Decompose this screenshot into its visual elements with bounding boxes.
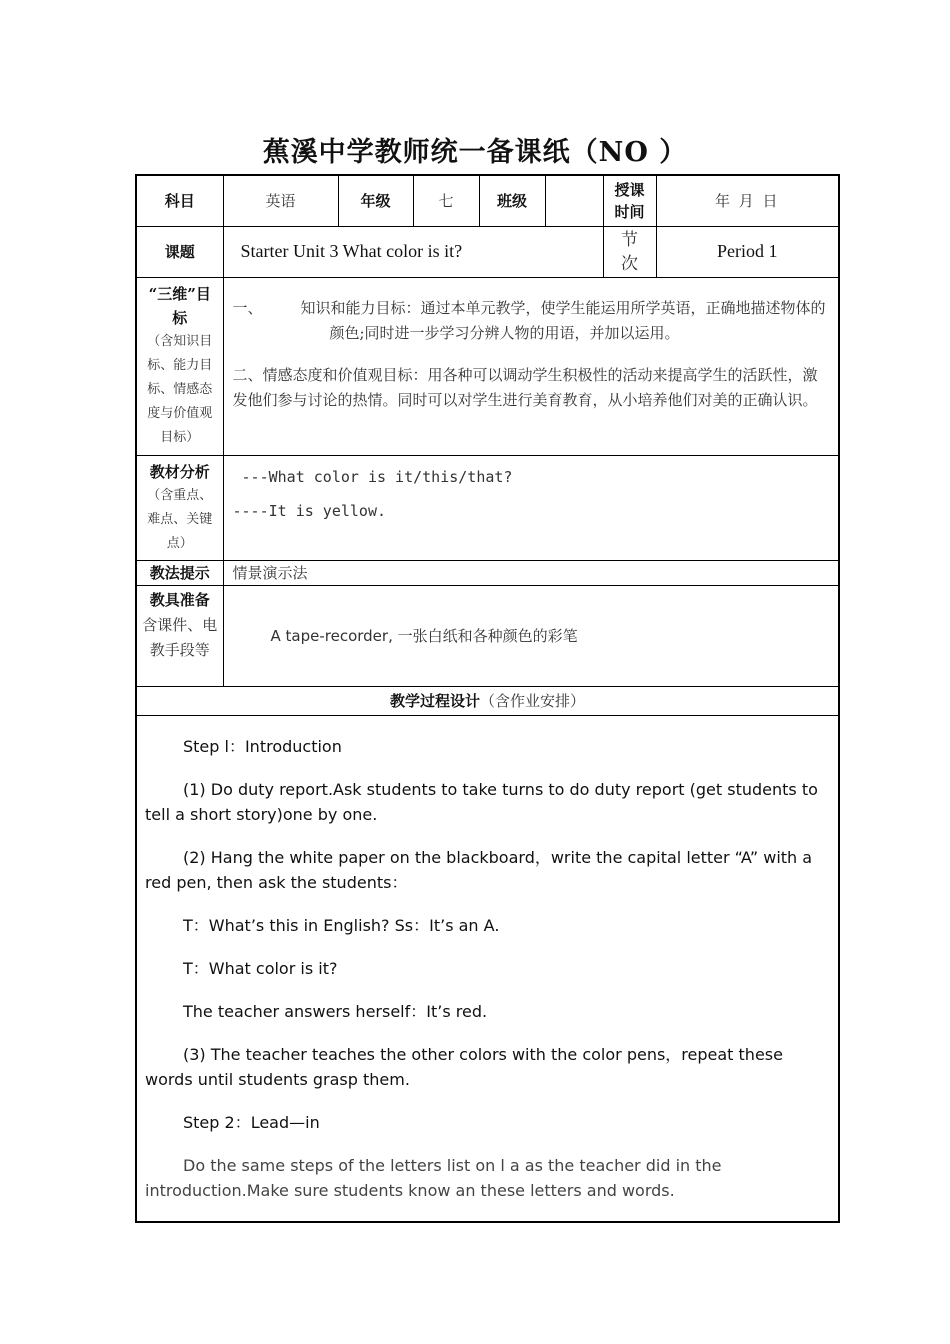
lesson-plan-table [135, 174, 840, 1223]
tools-value: A tape-recorder, 一张白纸和各种颜色的彩笔 [223, 585, 839, 686]
method-label: 教法提示 [136, 560, 223, 585]
header-row [136, 175, 839, 226]
grade-value: 七 [413, 175, 479, 226]
process-header [136, 686, 839, 715]
topic-value: Starter Unit 3 What color is it? [223, 226, 603, 277]
tools-label-main: 教具准备 [149, 590, 210, 609]
process-paragraph: (3) The teacher teaches the other colors with the color pens，repeat these words until students grasp them. [145, 1044, 783, 1089]
topic-label: 课题 [136, 226, 223, 277]
analysis-line-1: ---What color is it/this/that? [232, 467, 513, 486]
class-label: 班级 [479, 175, 545, 226]
process-paragraph: T：What’s this in English? Ss：It’s an A. [183, 915, 500, 935]
analysis-row [136, 455, 839, 560]
process-paragraph: (2) Hang the white paper on the blackboard，write the capital letter “A” with a red pen, then ask the students： [145, 847, 813, 892]
section-value: Period 1 [656, 226, 839, 277]
objectives-content [223, 277, 839, 455]
time-label: 授课时间 [603, 175, 656, 226]
process-paragraph: The teacher answers herself：It’s red. [183, 1001, 488, 1021]
grade-label: 年级 [338, 175, 413, 226]
objective-1-text: 知识和能力目标：通过本单元教学，使学生能运用所学英语，正确地描述物体的颜色;同时进一步学习分辨人物的用语，并加以运用。 [300, 298, 826, 342]
objective-1 [233, 296, 831, 346]
objectives-label [136, 277, 223, 455]
process-row [136, 715, 839, 1222]
objectives-label-main: “三维”目标 [148, 284, 211, 327]
tools-row [136, 585, 839, 686]
tools-label-sub: 含课件、电教手段等 [142, 615, 218, 659]
objectives-row [136, 277, 839, 455]
process-paragraph: (1) Do duty report.Ask students to take turns to do duty report (get students to tell a short story)one by one. [145, 779, 818, 824]
page-title: 蕉溪中学教师统一备课纸（NO ） [262, 137, 688, 168]
analysis-content [223, 455, 839, 560]
objective-2: 二、情感态度和价值观目标：用各种可以调动学生积极性的活动来提高学生的活跃性，激发他们参与讨论的热情。同时可以对学生进行美育教育，从小培养他们对美的正确认识。 [232, 365, 818, 409]
method-value: 情景演示法 [223, 560, 839, 585]
process-paragraph: Step l：Introduction [183, 736, 342, 756]
objective-1-number: 一、 [232, 298, 263, 317]
section-label: 节次 [603, 226, 656, 277]
process-header-sub: （含作业安排） [480, 692, 586, 710]
method-row [136, 560, 839, 585]
process-header-main: 教学过程设计 [389, 692, 480, 710]
class-value [545, 175, 603, 226]
analysis-label [136, 455, 223, 560]
tools-label [136, 585, 223, 686]
subject-label: 科目 [136, 175, 223, 226]
analysis-line-2: ----It is yellow. [232, 501, 387, 520]
process-paragraph: T：What color is it? [183, 958, 338, 978]
time-value: 年 月 日 [656, 175, 839, 226]
objectives-label-sub: （含知识目标、能力目标、情感态度与价值观目标） [147, 333, 213, 445]
analysis-label-main: 教材分析 [149, 462, 210, 481]
process-header-row [136, 686, 839, 715]
process-paragraph: Step 2：Lead—in [183, 1112, 320, 1132]
subject-value: 英语 [223, 175, 338, 226]
topic-row [136, 226, 839, 277]
process-content [136, 715, 839, 1222]
process-paragraph: Do the same steps of the letters list on l a as the teacher did in the introduction.Make sure students know an these letters and words. [145, 1155, 722, 1200]
analysis-label-sub: （含重点、难点、关键点） [147, 487, 213, 551]
